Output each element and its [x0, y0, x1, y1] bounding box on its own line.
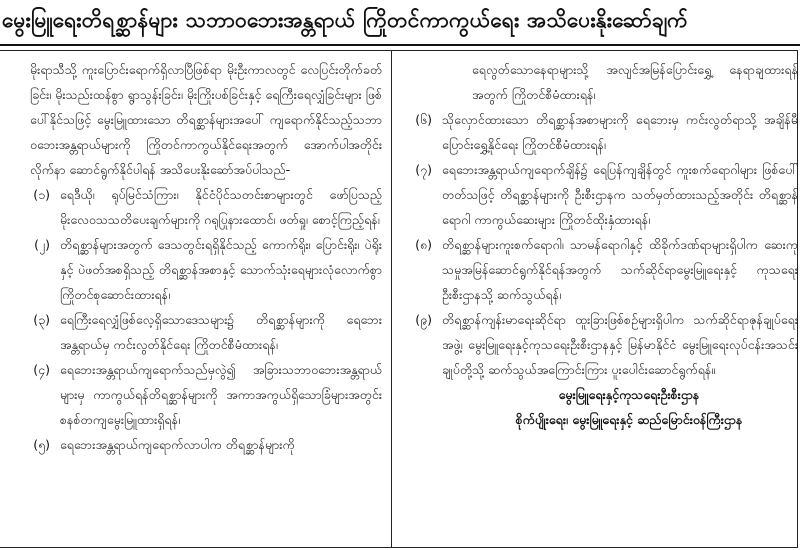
item-number: (၆): [415, 112, 432, 127]
notice-body: [0, 50, 798, 548]
continuation-text: ရေလွတ်သောနေရာများသို့ အလျင်အမြန်ပြောင်းရွှေ့ နေရာချထားရန်အတွက် ကြိုတင်စီမံထားရန်၊: [472, 62, 798, 102]
item-text: တိရစ္ဆာန်များကူးစက်ရောဂါ၊ သာမန်ရောဂါနှင့် ထိခိုက်ဒဏ်ရာများရှိပါက ဆေးကုသမှုအမြန်ဆောင်ရွက်နိုင်ရန်အတွက် သက်ဆိုင်ရာမွေးမြူရေးနှင့် ကုသရေးဦးစီးဌာနသို့ ဆက်သွယ်ရန်၊: [442, 237, 798, 302]
item-number: (၄): [33, 362, 50, 377]
list-item: [400, 157, 798, 232]
item-number: (၁): [33, 187, 50, 202]
item-text: တိရစ္ဆာန်များအတွက် ဒေသတွင်းရရှိနိုင်သည့် ကောက်ရိုး၊ ပြောင်းရိုး၊ ပဲရိုးနှင့် ပဲဖတ်အစရှိသည့် တိရစ္ဆာန်အစာနှင့် သောက်သုံးရေများလုံလောက်စွာ ကြိုတင်စုဆောင်းထားရန်၊: [60, 237, 382, 302]
item-text: ရေကြီးရေလျှံဖြစ်လေ့ရှိသောဒေသများ၌ တိရစ္ဆာန်များကို ရေဘေးအန္တရာယ်မှ ကင်းလွတ်နိုင်ရေး ကြိုတင်စီမံထားရန်၊: [60, 312, 382, 352]
item-number: (၅): [33, 437, 50, 452]
notice-title: မွေးမြူရေးတိရစ္ဆာန်များ သဘာဝဘေးအန္တရာယ် ကြိုတင်ကာကွယ်ရေး အသိပေးနိုးဆော်ချက်: [2, 7, 688, 32]
item-number: (၇): [415, 162, 432, 177]
left-column: [2, 57, 382, 541]
item-text: တိရစ္ဆာန်ကျန်းမာရေးဆိုင်ရာ ထူးခြားဖြစ်စဉ်များရှိပါက သက်ဆိုင်ရာဇုန်ချုပ်ရေးအဖွဲ့၊ မွေးမြူရေးနှင့်ကုသရေးဦးစီးဌာနနှင့် မြန်မာနိုင်ငံ မွေးမြူရေးလုပ်ငန်းအသင်းချုပ်တို့သို့ ဆက်သွယ်အကြောင်းကြား ပူးပေါင်းဆောင်ရွက်ရန်။: [442, 312, 798, 377]
list-item: [400, 232, 798, 307]
item-number: (၃): [33, 312, 50, 327]
list-item: [2, 232, 382, 307]
intro-paragraph: မိုးရာသီသို့ ကူးပြောင်းရောက်ရှိလာပြီဖြစ်ရာ မိုးဦးကာလတွင် လေပြင်းတိုက်ခတ်ခြင်း၊ မိုးသည်းထန်စွာ ရွာသွန်းခြင်း၊ မိုးကြိုးပစ်ခြင်းနှင့် ရေကြီးရေလျှံခြင်းများ ဖြစ်ပေါ်နိုင်သဖြင့် မွေးမြူထားသော တိရစ္ဆာန်များအပေါ် ကျရောက်နိုင်သည့်သဘာဝဘေးအန္တရာယ်များကို ကြိုတင်ကာကွယ်နိုင်ရေးအတွက် အောက်ပါအတိုင်း လိုက်နာ ဆောင်ရွက်နိုင်ပါရန် အသိပေးနိုးဆော်အပ်ပါသည်-: [30, 62, 382, 177]
right-column: [400, 57, 798, 541]
list-item: [2, 357, 382, 432]
column-divider: [391, 51, 392, 547]
list-item: [2, 307, 382, 357]
item-text: ရေဒီယို၊ ရုပ်မြင်သံကြား၊ နိုင်ငံပိုင်သတင်းစာများတွင် ဖော်ပြသည့် မိုးလေဝသသတိပေးချက်များကို ဂရုပြုနားထောင်၊ ဖတ်ရှု၊ စောင့်ကြည့်ရန်၊: [60, 187, 382, 227]
list-item: [2, 432, 382, 457]
item-text: ရေဘေးအန္တရာယ်ကျရောက်သည်မှလွဲ၍ အခြားသဘာဝဘေးအန္တရာယ်များမှ ကာကွယ်ရန်တိရစ္ဆာန်များကို အကာအကွယ်ရှိသောခြံများအတွင်း စနစ်တကျမွေးမြူထားရှိရန်၊: [60, 362, 382, 427]
item-number: (၈): [415, 237, 432, 252]
item-number: (၂): [34, 237, 50, 252]
title-bar: [0, 0, 800, 46]
list-item: [400, 307, 798, 382]
list-item: [400, 107, 798, 157]
item-text: ရေဘေးအန္တရာယ်ကျရောက်လာပါက တိရစ္ဆာန်များကို: [60, 437, 295, 452]
item-text: သိုလှောင်ထားသော တိရစ္ဆာန်အစာများကို ရေဘေးမှ ကင်းလွတ်ရာသို့ အချိန်မီပြောင်းရွှေ့နိုင်ရေး ကြိုတင်စီမံထားရန်၊: [442, 112, 798, 152]
signature-ministry: စိုက်ပျိုးရေး၊ မွေးမြူရေးနှင့် ဆည်မြောင်းဝန်ကြီးဌာန: [515, 412, 743, 427]
item-text: ရေဘေးအန္တရာယ်ကျရောက်ချိန်၌ ရေပြန်ကျချိန်တွင် ကူးစက်ရောဂါများ ဖြစ်ပေါ်တတ်သဖြင့် တိရစ္ဆာန်များကို ဦးစီးဌာနက သတ်မှတ်ထားသည့်အတိုင်း တိရစ္ဆာန်ရောဂါ ကာကွယ်ဆေးများ ကြိုတင်ထိုးနှံထားရန်၊: [442, 162, 798, 227]
signature-department: မွေးမြူရေးနှင့်ကုသရေးဦးစီးဌာန: [558, 387, 700, 402]
item-number: (၉): [415, 312, 432, 327]
list-item: [2, 182, 382, 232]
